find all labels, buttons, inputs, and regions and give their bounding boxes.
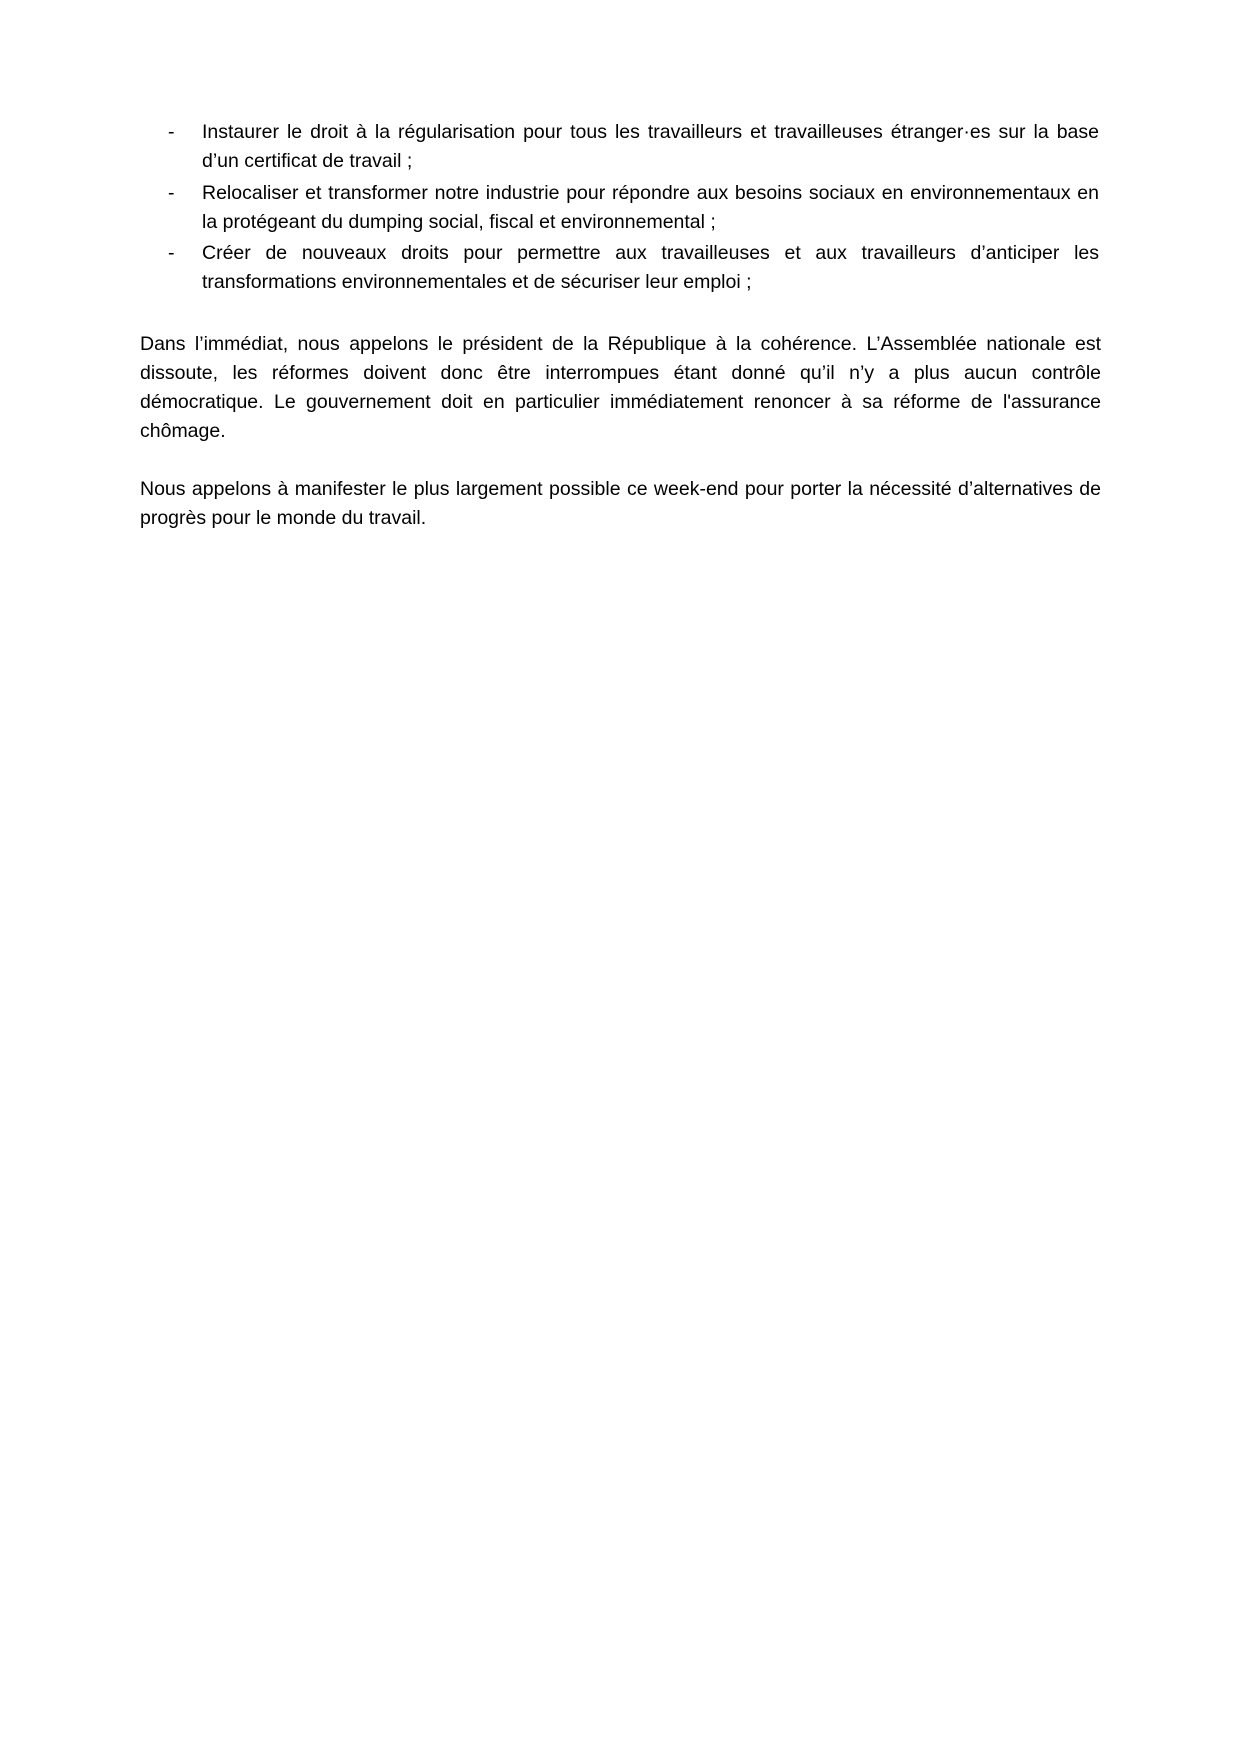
document-body xyxy=(140,118,1101,533)
paragraph-manifester: Nous appelons à manifester le plus largement possible ce week-end pour porter la nécessité d’alternatives de progrès pour le monde du travail. xyxy=(140,477,1101,529)
paragraph-immediat: Dans l’immédiat, nous appelons le président de la République à la cohérence. L’Assemblée nationale est dissoute, les réformes doivent donc être interrompues étant donné qu’il n’y a plus aucun contrôle démocratique. Le gouvernement doit en particulier immédiatement renoncer à sa réforme de l'assurance chômage. xyxy=(140,332,1101,443)
list-bullet-dash: - xyxy=(168,181,175,204)
paragraph-spacer xyxy=(140,300,1101,330)
paragraph-spacer xyxy=(140,447,1101,475)
list-item-text: Créer de nouveaux droits pour permettre aux travailleuses et aux travailleurs d’anticiper les transformations environnementales et de sécuriser leur emploi ; xyxy=(202,242,1099,294)
list-item xyxy=(140,179,1101,238)
list-item-text: Relocaliser et transformer notre industrie pour répondre aux besoins sociaux en environnementaux en la protégeant du dumping social, fiscal et environnemental ; xyxy=(202,181,1099,233)
list-item-text: Instaurer le droit à la régularisation pour tous les travailleurs et travailleuses étranger·es sur la base d’un certificat de travail ; xyxy=(202,121,1099,173)
list-item xyxy=(140,118,1101,177)
list-bullet-dash: - xyxy=(168,121,175,143)
demands-list xyxy=(140,118,1101,298)
list-bullet-dash: - xyxy=(168,242,175,264)
list-item xyxy=(140,239,1101,298)
